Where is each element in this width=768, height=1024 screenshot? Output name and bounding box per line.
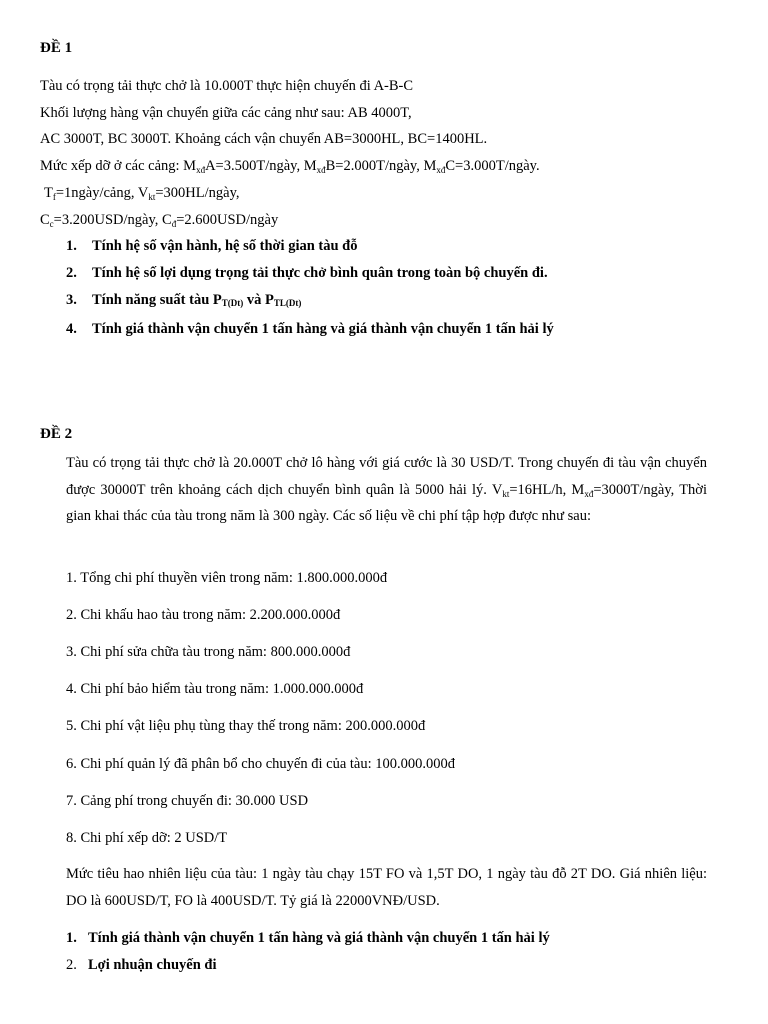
de1-line-5: $T_f=1ngày$/cảng, $V_{kt}=300HL$/ngày, [44, 184, 240, 202]
de2-paragraph-1: Tàu có trọng tải thực chở là 20.000T chở lô hàng với giá cước là 30 USD/T. Trong chuyến đi tàu vận chuyển được 30000T trên khoảng cách dịch chuyển bình quân là 5000 hải lý. $V_{kt}=16HL/h$, $M_{xđ}=3000T$/ngày, Thời gian khai thác của tàu trong năm là 300 ngày. Các số liệu về chi phí tập hợp được như sau: [66, 455, 708, 525]
de1-task-2: 2. Tính hệ số lợi dụng trọng tải thực chở bình quân trong toàn bộ chuyến đi. [66, 264, 548, 281]
de2-cost-item-3: 3. Chi phí sửa chữa tàu trong năm: 800.000.000đ [66, 644, 351, 660]
de1-task-3: 3. Tính năng suất tàu PT(Dt) và PTL(Dt) [66, 291, 302, 308]
de2-task-2: 2. Lợi nhuận chuyến đi [66, 957, 217, 973]
de2-paragraph-2: Mức tiêu hao nhiên liệu của tàu: 1 ngày tàu chạy 15T FO và 1,5T DO, 1 ngày tàu đỗ 2T DO. Giá nhiên liệu: DO là 600USD/T, FO là 400USD/T. Tỷ giá là 22000VNĐ/USD. [66, 866, 707, 909]
de1-line-6: $C_c=3.200USD$/ngày, $C_đ=2.600USD$/ngày [40, 211, 279, 229]
de2-cost-item-4: 4. Chi phí bảo hiểm tàu trong năm: 1.000.000.000đ [66, 681, 364, 697]
de1-heading: ĐỀ 1 [40, 40, 73, 56]
de1-task-1: 1. Tính hệ số vận hành, hệ số thời gian tàu đỗ [66, 238, 358, 255]
de2-cost-item-1: 1. Tổng chi phí thuyền viên trong năm: 1.800.000.000đ [66, 570, 388, 586]
de2-cost-item-7: 7. Cảng phí trong chuyến đi: 30.000 USD [66, 793, 309, 809]
de1-line-1: Tàu có trọng tải thực chở là 10.000T thực hiện chuyến đi A-B-C [40, 78, 414, 94]
de2-heading: ĐỀ 2 [40, 426, 73, 442]
de2-cost-item-2: 2. Chi khấu hao tàu trong năm: 2.200.000.000đ [66, 607, 341, 623]
de1-line-4: Mức xếp dỡ ở các cảng: $M_{xđ}A=3.500T$/ngày, $M_{xđ}B=2.000T$/ngày, $M_{xđ}C=3.000T$/ngày. [40, 158, 540, 176]
de2-cost-item-6: 6. Chi phí quản lý đã phân bổ cho chuyến đi của tàu: 100.000.000đ [66, 756, 456, 772]
de1-line-3: AC 3000T, BC 3000T. Khoảng cách vận chuyển AB=3000HL, BC=1400HL. [40, 131, 488, 148]
de1-task-4: 4. Tính giá thành vận chuyển 1 tấn hàng và giá thành vận chuyển 1 tấn hải lý [66, 321, 554, 338]
de1-line-2: Khối lượng hàng vận chuyển giữa các cảng như sau: AB 4000T, [40, 104, 412, 121]
de2-cost-item-8: 8. Chi phí xếp dỡ: 2 USD/T [66, 830, 228, 846]
de1-body [40, 73, 740, 343]
de2-cost-item-5: 5. Chi phí vật liệu phụ tùng thay thế trong năm: 200.000.000đ [66, 718, 426, 734]
de2-task-1: 1. Tính giá thành vận chuyển 1 tấn hàng và giá thành vận chuyển 1 tấn hải lý [66, 930, 550, 946]
